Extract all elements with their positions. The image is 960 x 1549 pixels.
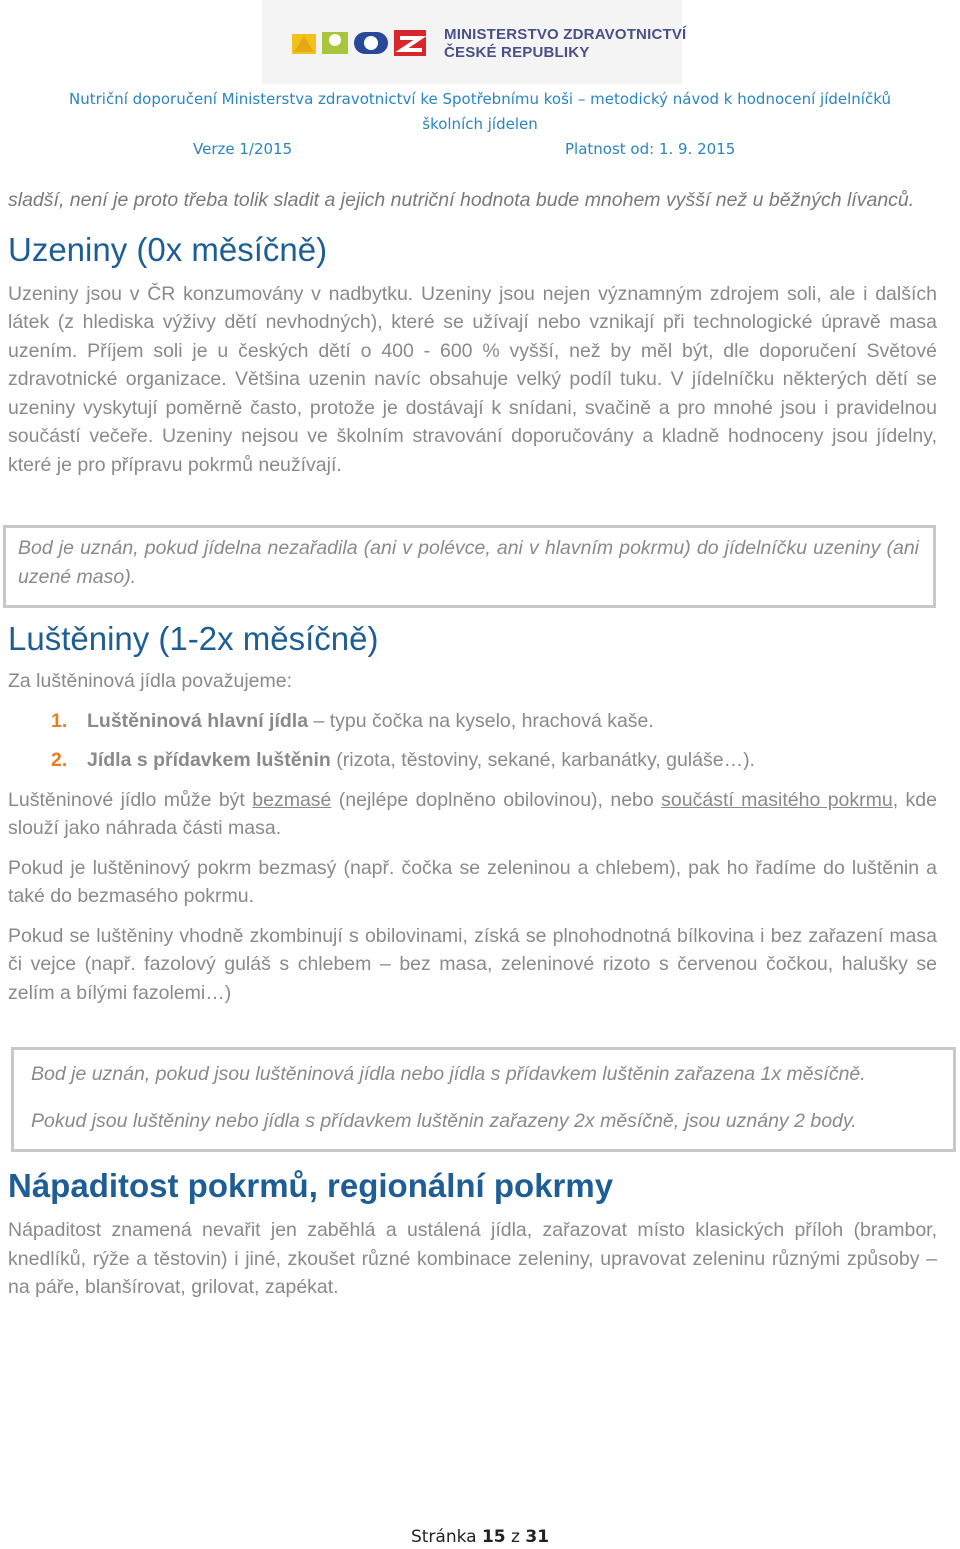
napaditost-paragraph: Nápaditost znamená nevařit jen zaběhlá a ustálená jídla, zařazovat místo klasických příloh (brambor, knedlíků, rýže a těstovin) i jiné, zkoušet různé kombinace zeleniny, upravovat zeleninu různými způsoby – na páře, blanšírovat, grilovat, zapékat. — [8, 1219, 937, 1298]
footer-prefix: Stránka — [410, 1527, 482, 1547]
version-label: Verze 1/2015 — [193, 140, 293, 158]
lusteniny-paragraph-2: Pokud je luštěninový pokrm bezmasý (např. čočka se zeleninou a chlebem), pak ho řadíme do luštěnin a také do bezmasého pokrmu. — [8, 856, 937, 907]
footer-page-number: 15 — [481, 1527, 506, 1547]
list-item-bold: Luštěninová hlavní jídla — [87, 709, 309, 732]
section-heading-napaditost: Nápaditost pokrmů, regionální pokrmy — [8, 1167, 614, 1204]
p1-underline-soucasti: součástí masitého pokrmu — [661, 788, 893, 811]
intro-paragraph: sladší, není je proto třeba tolik sladit a jejich nutriční hodnota bude mnohem vyšší než u běžných lívanců. — [8, 189, 915, 211]
lusteniny-paragraph-3: Pokud se luštěniny vhodně zkombinují s obilovinami, získá se plnohodnotná bílkovina i bez zařazení masa či vejce (např. fazolový guláš s chlebem – bez masa, zeleninové rizoto s červenou čočkou, halušky se zelím a bílými fazolemi…) — [8, 924, 937, 1004]
lusteniny-criteria-text-1: Bod je uznán, pokud jsou luštěninová jídla nebo jídla s přídavkem luštěnin zařazena 1x měsíčně. — [31, 1063, 866, 1085]
lusteniny-criteria-text-2: Pokud jsou luštěniny nebo jídla s přídavkem luštěnin zařazeny 2x měsíčně, jsou uznány 2 body. — [31, 1109, 857, 1132]
uzeniny-criteria-box — [3, 525, 936, 608]
ministry-line-2: ČESKÉ REPUBLIKY — [444, 44, 590, 61]
lusteniny-paragraph-1 — [8, 786, 937, 843]
section-heading-lusteniny: Luštěniny (1-2x měsíčně) — [8, 620, 379, 657]
lusteniny-criteria-box — [11, 1047, 956, 1152]
list-item — [51, 707, 937, 736]
p1-underline-bezmase: bezmasé — [252, 788, 332, 811]
list-item-rest: (rizota, těstoviny, sekané, karbanátky, guláše…). — [330, 749, 755, 771]
uzeniny-paragraph: Uzeniny jsou v ČR konzumovány v nadbytku. Uzeniny jsou nejen významným zdrojem soli, ale i dalších látek (z hlediska výživy dětí nevhodných), které se užívají nebo vznikají při technologické úpravě masa uzením. Příjem soli je u českých dětí o 400 - 600 % vyšší, než by měl být, dle doporučení Světové zdravotnické organizace. Většina uzenin navíc obsahuje velký podíl tuku. V jídelníčku některých dětí se uzeniny vyskytují poměrně často, protože je dostávají k snídani, svačině a pro mnohé jsou i pravidelnou součástí večeře. Uzeniny nejsou ve školním stravování doporučovány a kladně hodnoceny jsou jídelny, které je pro přípravu pokrmů neužívají. — [8, 282, 937, 476]
uzeniny-criteria-text: Bod je uznán, pokud jídelna nezařadila (ani v polévce, ani v hlavním pokrmu) do jídelníčku uzeniny (ani uzené maso). — [18, 537, 919, 588]
p1-part-b: (nejlépe doplněno obilovinou), nebo — [331, 788, 662, 811]
list-item-rest: – typu čočka na kyselo, hrachová kaše. — [308, 709, 654, 732]
ministry-line-1: MINISTERSTVO ZDRAVOTNICTVÍ — [444, 26, 687, 43]
list-item-bold: Jídla s přídavkem luštěnin — [87, 749, 331, 771]
page-content — [8, 186, 937, 1302]
section-heading-uzeniny: Uzeniny (0x měsíčně) — [8, 230, 328, 268]
ministry-logo-icon — [290, 26, 430, 58]
lusteniny-lead: Za luštěninová jídla považujeme: — [8, 670, 292, 692]
list-item-number: 2. — [51, 749, 68, 771]
ministry-name — [444, 26, 686, 62]
document-title-line-1: Nutriční doporučení Ministerstva zdravotnictví ke Spotřebnímu koši – metodický návod k hodnocení jídelníčků — [69, 90, 891, 108]
footer-total-pages: 31 — [525, 1527, 550, 1547]
lusteniny-list — [51, 707, 937, 775]
p1-part-a: Luštěninové jídlo může být — [8, 788, 253, 811]
footer-mid: z — [505, 1527, 526, 1547]
document-title-line-2: školních jídelen — [422, 115, 538, 133]
valid-from-label: Platnost od: 1. 9. 2015 — [565, 140, 736, 158]
page-footer — [0, 1527, 960, 1547]
p1-part-c: , kde slouží jako náhrada části masa. — [8, 788, 937, 839]
list-item — [51, 746, 937, 775]
list-item-number: 1. — [51, 709, 68, 732]
